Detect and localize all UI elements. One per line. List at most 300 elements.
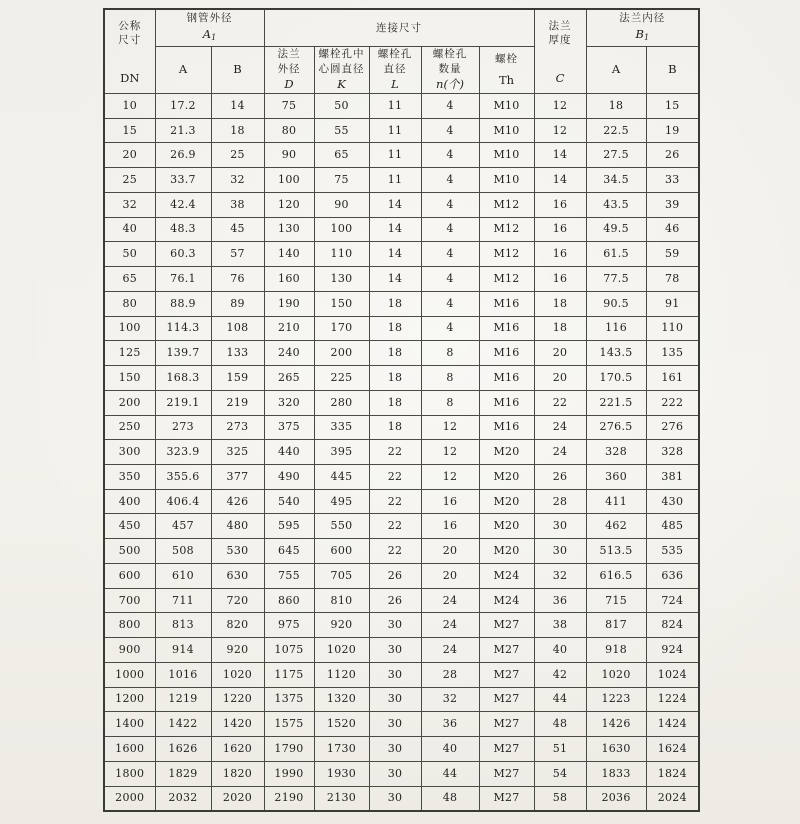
cell: 720 <box>211 588 264 613</box>
cell: 325 <box>211 440 264 465</box>
cell: 457 <box>155 514 211 539</box>
cell: 130 <box>264 217 314 242</box>
cell: 18 <box>369 341 421 366</box>
cell: 100 <box>264 168 314 193</box>
cell: 12 <box>421 415 479 440</box>
header-flange-id-col-a: A <box>586 47 646 94</box>
cell: 1075 <box>264 638 314 663</box>
cell: M27 <box>479 737 534 762</box>
cell: 170.5 <box>586 366 646 391</box>
table-row <box>104 316 699 341</box>
cell: M27 <box>479 761 534 786</box>
cell: 600 <box>314 539 369 564</box>
cell: M27 <box>479 613 534 638</box>
table-row <box>104 242 699 267</box>
cell: 190 <box>264 291 314 316</box>
table-row <box>104 168 699 193</box>
cell: 221.5 <box>586 390 646 415</box>
cell: 381 <box>646 465 699 490</box>
cell: 26.9 <box>155 143 211 168</box>
table-row <box>104 613 699 638</box>
cell: 18 <box>369 415 421 440</box>
cell: 18 <box>369 366 421 391</box>
cell: 4 <box>421 217 479 242</box>
cell: 2020 <box>211 786 264 811</box>
cell: M27 <box>479 712 534 737</box>
cell: 100 <box>314 217 369 242</box>
cell: 160 <box>264 267 314 292</box>
cell: 150 <box>104 366 155 391</box>
cell: 813 <box>155 613 211 638</box>
cell: 125 <box>104 341 155 366</box>
cell: 38 <box>211 192 264 217</box>
cell: 219.1 <box>155 390 211 415</box>
cell: 24 <box>421 638 479 663</box>
cell: 16 <box>534 192 586 217</box>
cell: 513.5 <box>586 539 646 564</box>
header-nominal-size <box>104 9 155 94</box>
cell: 22 <box>369 440 421 465</box>
cell: 168.3 <box>155 366 211 391</box>
cell: 77.5 <box>586 267 646 292</box>
cell: 130 <box>314 267 369 292</box>
cell: 600 <box>104 563 155 588</box>
cell: M24 <box>479 588 534 613</box>
flange-thickness-symbol: C <box>555 71 565 86</box>
cell: 159 <box>211 366 264 391</box>
cell: 1000 <box>104 662 155 687</box>
cell: 20 <box>421 539 479 564</box>
table-body <box>104 94 699 812</box>
cell: 14 <box>211 94 264 119</box>
cell: 20 <box>104 143 155 168</box>
cell: 14 <box>369 217 421 242</box>
table-row <box>104 539 699 564</box>
cell: 30 <box>369 662 421 687</box>
flange-thickness-label-line2: 厚度 <box>548 34 572 47</box>
cell: 817 <box>586 613 646 638</box>
cell: 724 <box>646 588 699 613</box>
cell: 75 <box>314 168 369 193</box>
cell: 42 <box>534 662 586 687</box>
table-row <box>104 465 699 490</box>
cell: 44 <box>421 761 479 786</box>
cell: 19 <box>646 118 699 143</box>
cell: 8 <box>421 341 479 366</box>
cell: 80 <box>104 291 155 316</box>
cell: M10 <box>479 94 534 119</box>
cell: 920 <box>211 638 264 663</box>
cell: 360 <box>586 465 646 490</box>
cell: 61.5 <box>586 242 646 267</box>
table-row <box>104 662 699 687</box>
cell: 1930 <box>314 761 369 786</box>
cell: 28 <box>421 662 479 687</box>
cell: 4 <box>421 242 479 267</box>
pipe-od-title: 钢管外径 <box>186 12 233 25</box>
cell: 430 <box>646 489 699 514</box>
cell: 920 <box>314 613 369 638</box>
cell: 30 <box>534 539 586 564</box>
header-bolt-hole-diameter: 螺栓孔 直径 L <box>369 47 421 94</box>
cell: 350 <box>104 465 155 490</box>
cell: 700 <box>104 588 155 613</box>
bolt-hole-dia-symbol: L <box>391 77 399 92</box>
cell: 65 <box>314 143 369 168</box>
cell: 139.7 <box>155 341 211 366</box>
cell: 49.5 <box>586 217 646 242</box>
cell: 57 <box>211 242 264 267</box>
cell: 90.5 <box>586 291 646 316</box>
cell: 4 <box>421 291 479 316</box>
cell: 1424 <box>646 712 699 737</box>
header-pipe-outer-diameter <box>155 9 264 47</box>
cell: 12 <box>534 94 586 119</box>
cell: 2000 <box>104 786 155 811</box>
table-row <box>104 588 699 613</box>
cell: 39 <box>646 192 699 217</box>
header-bolt-thread: 螺栓 Th <box>479 47 534 94</box>
cell: 14 <box>369 192 421 217</box>
cell: 10 <box>104 94 155 119</box>
cell: 530 <box>211 539 264 564</box>
cell: 395 <box>314 440 369 465</box>
cell: 30 <box>369 761 421 786</box>
cell: 975 <box>264 613 314 638</box>
cell: 914 <box>155 638 211 663</box>
cell: 89 <box>211 291 264 316</box>
cell: 48 <box>534 712 586 737</box>
cell: 42.4 <box>155 192 211 217</box>
flange-dimension-table <box>103 8 700 812</box>
cell: 46 <box>646 217 699 242</box>
cell: 16 <box>421 489 479 514</box>
cell: 120 <box>264 192 314 217</box>
cell: 12 <box>421 440 479 465</box>
cell: 50 <box>314 94 369 119</box>
cell: 90 <box>264 143 314 168</box>
cell: 60.3 <box>155 242 211 267</box>
cell: M12 <box>479 217 534 242</box>
cell: 18 <box>369 390 421 415</box>
cell: 755 <box>264 563 314 588</box>
cell: 48.3 <box>155 217 211 242</box>
nominal-size-label-line2: 尺寸 <box>118 34 142 47</box>
cell: 1820 <box>211 761 264 786</box>
cell: 26 <box>369 588 421 613</box>
cell: 630 <box>211 563 264 588</box>
cell: 58 <box>534 786 586 811</box>
cell: 426 <box>211 489 264 514</box>
table-row <box>104 267 699 292</box>
cell: 80 <box>264 118 314 143</box>
cell: M10 <box>479 168 534 193</box>
cell: M12 <box>479 267 534 292</box>
cell: 25 <box>211 143 264 168</box>
cell: 8 <box>421 390 479 415</box>
cell: 88.9 <box>155 291 211 316</box>
cell: 406.4 <box>155 489 211 514</box>
cell: 508 <box>155 539 211 564</box>
cell: 22 <box>369 539 421 564</box>
cell: 711 <box>155 588 211 613</box>
cell: 14 <box>534 143 586 168</box>
header-flange-od: 法兰 外径 D <box>264 47 314 94</box>
cell: 20 <box>534 341 586 366</box>
cell: 14 <box>369 267 421 292</box>
cell: 1624 <box>646 737 699 762</box>
cell: 32 <box>534 563 586 588</box>
cell: 18 <box>534 291 586 316</box>
cell: 140 <box>264 242 314 267</box>
cell: M27 <box>479 638 534 663</box>
header-flange-inner-diameter <box>586 9 699 47</box>
cell: 54 <box>534 761 586 786</box>
cell: 38 <box>534 613 586 638</box>
cell: 135 <box>646 341 699 366</box>
cell: 1320 <box>314 687 369 712</box>
cell: 485 <box>646 514 699 539</box>
cell: 133 <box>211 341 264 366</box>
cell: 114.3 <box>155 316 211 341</box>
table-row <box>104 390 699 415</box>
cell: 250 <box>104 415 155 440</box>
cell: 273 <box>155 415 211 440</box>
cell: 116 <box>586 316 646 341</box>
cell: 375 <box>264 415 314 440</box>
cell: 2036 <box>586 786 646 811</box>
cell: 200 <box>104 390 155 415</box>
cell: 1422 <box>155 712 211 737</box>
table-row <box>104 415 699 440</box>
cell: 1600 <box>104 737 155 762</box>
cell: 1575 <box>264 712 314 737</box>
cell: 11 <box>369 118 421 143</box>
cell: 25 <box>104 168 155 193</box>
cell: 616.5 <box>586 563 646 588</box>
cell: 1630 <box>586 737 646 762</box>
cell: 22 <box>369 465 421 490</box>
cell: 1120 <box>314 662 369 687</box>
cell: 595 <box>264 514 314 539</box>
cell: 335 <box>314 415 369 440</box>
cell: 222 <box>646 390 699 415</box>
cell: 30 <box>369 687 421 712</box>
cell: 2130 <box>314 786 369 811</box>
cell: 161 <box>646 366 699 391</box>
cell: 24 <box>421 588 479 613</box>
cell: 1016 <box>155 662 211 687</box>
cell: 12 <box>421 465 479 490</box>
cell: M16 <box>479 390 534 415</box>
cell: 15 <box>646 94 699 119</box>
cell: 210 <box>264 316 314 341</box>
table-row <box>104 514 699 539</box>
cell: M20 <box>479 539 534 564</box>
cell: M12 <box>479 192 534 217</box>
cell: 219 <box>211 390 264 415</box>
cell: 1175 <box>264 662 314 687</box>
cell: 34.5 <box>586 168 646 193</box>
cell: 1020 <box>586 662 646 687</box>
cell: M20 <box>479 465 534 490</box>
cell: 1426 <box>586 712 646 737</box>
cell: 75 <box>264 94 314 119</box>
cell: 30 <box>369 613 421 638</box>
cell: M20 <box>479 489 534 514</box>
cell: 1824 <box>646 761 699 786</box>
cell: 355.6 <box>155 465 211 490</box>
cell: 22.5 <box>586 118 646 143</box>
cell: 26 <box>646 143 699 168</box>
cell: 1790 <box>264 737 314 762</box>
cell: 27.5 <box>586 143 646 168</box>
cell: 1219 <box>155 687 211 712</box>
cell: 90 <box>314 192 369 217</box>
cell: 2024 <box>646 786 699 811</box>
cell: 1800 <box>104 761 155 786</box>
cell: 100 <box>104 316 155 341</box>
cell: 15 <box>104 118 155 143</box>
cell: M20 <box>479 440 534 465</box>
cell: 800 <box>104 613 155 638</box>
cell: 110 <box>314 242 369 267</box>
cell: 40 <box>421 737 479 762</box>
header-pipe-od-col-b: B <box>211 47 264 94</box>
cell: 1520 <box>314 712 369 737</box>
cell: 550 <box>314 514 369 539</box>
cell: M16 <box>479 316 534 341</box>
cell: 20 <box>534 366 586 391</box>
cell: 300 <box>104 440 155 465</box>
cell: 1223 <box>586 687 646 712</box>
cell: 21.3 <box>155 118 211 143</box>
flange-id-symbol: $B_1$ <box>635 26 650 42</box>
cell: 4 <box>421 94 479 119</box>
cell: 900 <box>104 638 155 663</box>
cell: 33.7 <box>155 168 211 193</box>
table-row <box>104 737 699 762</box>
table-row <box>104 563 699 588</box>
cell: 824 <box>646 613 699 638</box>
cell: 500 <box>104 539 155 564</box>
table-row <box>104 118 699 143</box>
cell: 24 <box>534 440 586 465</box>
cell: 610 <box>155 563 211 588</box>
connection-title: 连接尺寸 <box>376 21 423 34</box>
cell: 1620 <box>211 737 264 762</box>
cell: 11 <box>369 94 421 119</box>
cell: M16 <box>479 291 534 316</box>
cell: 24 <box>534 415 586 440</box>
cell: 820 <box>211 613 264 638</box>
cell: 26 <box>534 465 586 490</box>
cell: 924 <box>646 638 699 663</box>
cell: 4 <box>421 143 479 168</box>
cell: 18 <box>369 291 421 316</box>
cell: 11 <box>369 168 421 193</box>
cell: 16 <box>534 217 586 242</box>
cell: 328 <box>586 440 646 465</box>
cell: 1420 <box>211 712 264 737</box>
table-row <box>104 341 699 366</box>
cell: 8 <box>421 366 479 391</box>
cell: 860 <box>264 588 314 613</box>
cell: 810 <box>314 588 369 613</box>
header-connection-dimensions <box>264 9 534 47</box>
flange-od-symbol: D <box>284 77 294 92</box>
cell: 636 <box>646 563 699 588</box>
cell: 91 <box>646 291 699 316</box>
cell: 59 <box>646 242 699 267</box>
table-row <box>104 638 699 663</box>
cell: 1829 <box>155 761 211 786</box>
cell: 20 <box>421 563 479 588</box>
table-row <box>104 366 699 391</box>
cell: 40 <box>104 217 155 242</box>
header-flange-thickness <box>534 9 586 94</box>
cell: M27 <box>479 662 534 687</box>
cell: 14 <box>534 168 586 193</box>
cell: 16 <box>534 242 586 267</box>
cell: 1626 <box>155 737 211 762</box>
cell: 30 <box>369 638 421 663</box>
cell: 65 <box>104 267 155 292</box>
cell: 36 <box>534 588 586 613</box>
bolt-hole-count-symbol: n(个) <box>436 77 464 92</box>
table-row <box>104 291 699 316</box>
cell: 225 <box>314 366 369 391</box>
header-flange-id-col-b: B <box>646 47 699 94</box>
cell: 18 <box>369 316 421 341</box>
cell: 36 <box>421 712 479 737</box>
cell: 26 <box>369 563 421 588</box>
cell: 78 <box>646 267 699 292</box>
cell: 110 <box>646 316 699 341</box>
cell: 50 <box>104 242 155 267</box>
cell: 150 <box>314 291 369 316</box>
cell: 17.2 <box>155 94 211 119</box>
cell: 445 <box>314 465 369 490</box>
table-row <box>104 192 699 217</box>
cell: 323.9 <box>155 440 211 465</box>
header-pipe-od-col-a: A <box>155 47 211 94</box>
cell: M24 <box>479 563 534 588</box>
cell: 1730 <box>314 737 369 762</box>
bolt-circle-symbol: K <box>337 77 346 92</box>
cell: 320 <box>264 390 314 415</box>
cell: M20 <box>479 514 534 539</box>
cell: 400 <box>104 489 155 514</box>
table-row <box>104 687 699 712</box>
cell: 276 <box>646 415 699 440</box>
cell: 462 <box>586 514 646 539</box>
cell: 328 <box>646 440 699 465</box>
cell: 440 <box>264 440 314 465</box>
cell: 48 <box>421 786 479 811</box>
cell: 280 <box>314 390 369 415</box>
cell: 45 <box>211 217 264 242</box>
table-row <box>104 712 699 737</box>
cell: 28 <box>534 489 586 514</box>
cell: 76.1 <box>155 267 211 292</box>
cell: 4 <box>421 118 479 143</box>
cell: 377 <box>211 465 264 490</box>
table-row <box>104 761 699 786</box>
cell: 411 <box>586 489 646 514</box>
cell: 40 <box>534 638 586 663</box>
cell: 30 <box>369 786 421 811</box>
